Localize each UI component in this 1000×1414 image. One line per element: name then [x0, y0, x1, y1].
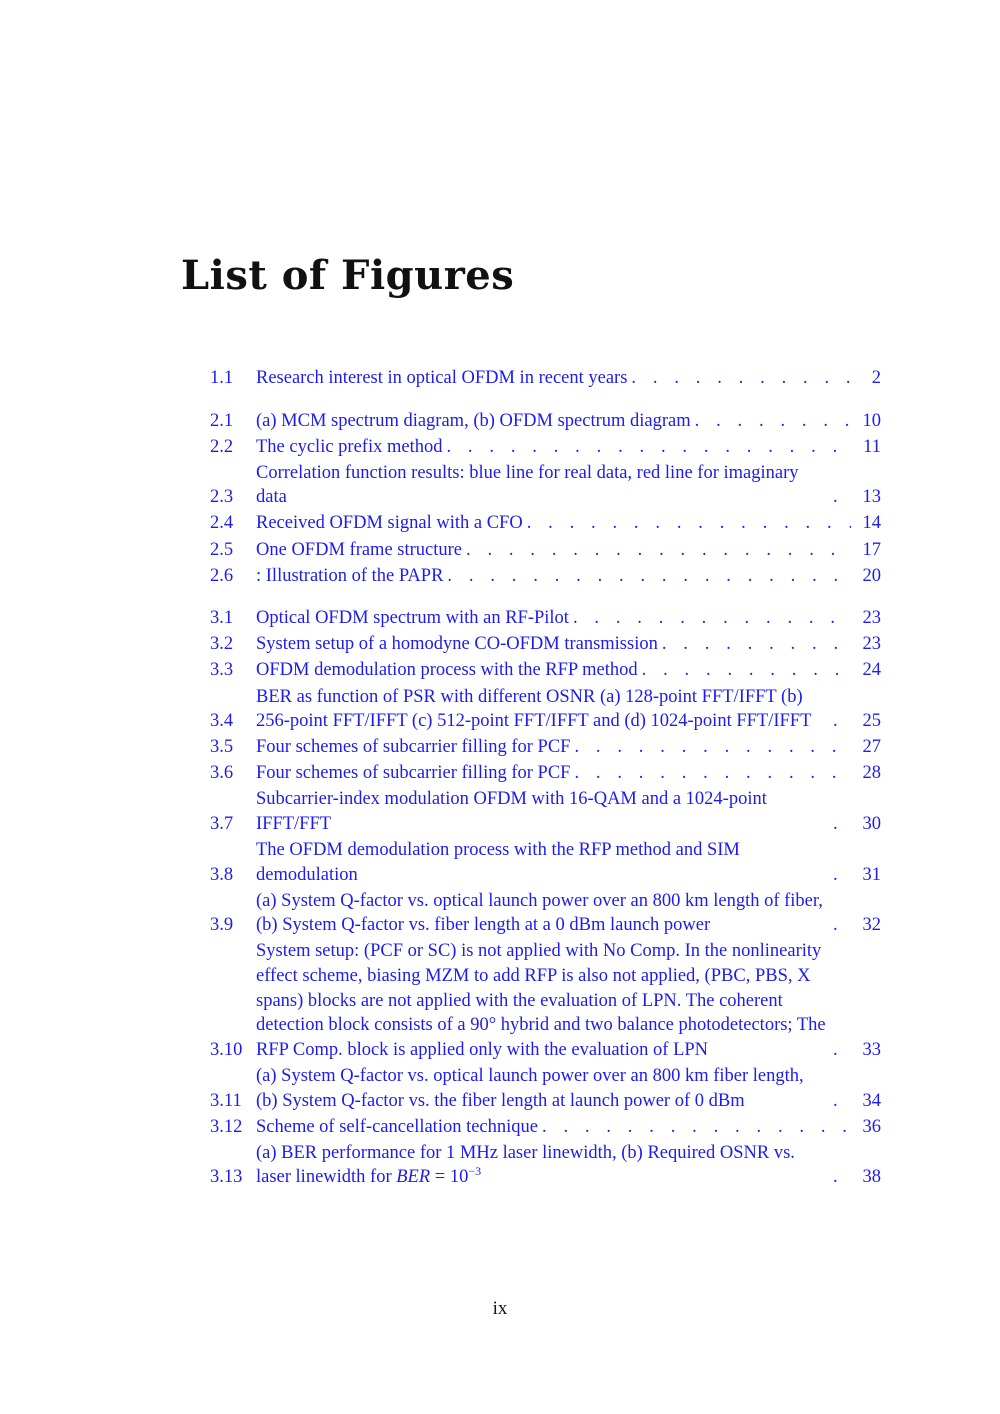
leader-dots	[642, 658, 851, 683]
figure-number: 3.3	[210, 660, 234, 681]
page-number: 36	[862, 1116, 881, 1137]
math-equals: = 10	[430, 1167, 469, 1188]
page-number: 38	[862, 1167, 881, 1188]
figure-number: 2.5	[210, 539, 234, 560]
math-ber: BER	[396, 1167, 431, 1188]
leader-dots	[833, 863, 851, 888]
figure-entry-3-5[interactable]	[210, 735, 881, 760]
figure-number: 3.5	[210, 737, 234, 758]
figure-entry-3-6[interactable]	[210, 761, 881, 786]
leader-dots	[833, 913, 851, 938]
figure-number: 1.1	[210, 368, 234, 388]
figure-number: 3.4	[210, 711, 234, 732]
figure-number: 3.9	[210, 915, 234, 936]
leader-dots	[527, 511, 851, 536]
page-title: List of Figures	[181, 252, 515, 299]
leader-dots	[574, 761, 851, 786]
page-number: 30	[862, 814, 881, 834]
page-number: 20	[862, 565, 881, 586]
page-number: 33	[862, 1039, 881, 1060]
leader-dots	[662, 632, 851, 657]
figure-entry-2-3[interactable]	[210, 461, 881, 510]
page-number: 31	[862, 864, 881, 885]
figure-title: (a) MCM spectrum diagram, (b) OFDM spectrum diagram	[256, 410, 691, 431]
figure-title: OFDM demodulation process with the RFP method	[256, 660, 638, 681]
figure-title: Scheme of self-cancellation technique	[256, 1116, 538, 1137]
figure-entry-3-1[interactable]	[210, 606, 881, 631]
figure-title: One OFDM frame structure	[256, 539, 463, 560]
figure-title: : Illustration of the PAPR	[256, 565, 444, 586]
figure-entry-3-8[interactable]	[210, 838, 881, 887]
leader-dots	[833, 1165, 851, 1190]
figure-number: 2.4	[210, 513, 234, 534]
page-number: 23	[862, 634, 881, 655]
figure-title: System setup of a homodyne CO-OFDM transmission	[256, 634, 658, 655]
page-number: 10	[862, 410, 881, 431]
figure-number: 3.2	[210, 634, 234, 655]
figure-entry-3-13[interactable]	[210, 1141, 881, 1190]
figure-title: (a) System Q-factor vs. optical launch power over an 800 km length of fiber, (b) System Q-factor vs. fiber length at a 0 dBm launch power	[256, 890, 823, 936]
leader-dots	[573, 606, 851, 631]
figure-number: 3.1	[210, 608, 234, 629]
figure-title: Subcarrier-index modulation OFDM with 16-QAM and a 1024-point IFFT/FFT	[256, 789, 767, 834]
page-number: 24	[862, 660, 881, 681]
chapter-2-group	[210, 409, 881, 589]
figure-title-text: (a) BER performance for 1 MHz laser linewidth, (b) Required OSNR vs. laser linewidth for	[256, 1142, 795, 1188]
leader-dots	[447, 564, 851, 589]
figure-number: 3.13	[210, 1167, 243, 1188]
figure-title: System setup: (PCF or SC) is not applied with No Comp. In the nonlinearity effect scheme, biasing MZM to add RFP is also not applied, (PBC, PBS, X spans) blocks are not applied with the evaluation of LPN. The coherent detection block consists of a 90° hybrid and two balance photodetectors; The RFP Comp. block is applied only with the evaluation of LPN	[256, 941, 826, 1060]
figure-title	[256, 1141, 829, 1190]
leader-dots	[542, 1115, 851, 1140]
figure-entry-3-11[interactable]	[210, 1064, 881, 1113]
figure-number: 2.3	[210, 487, 234, 508]
page-number: 23	[862, 608, 881, 629]
figure-number: 3.8	[210, 864, 234, 885]
leader-dots	[446, 435, 851, 460]
figure-entry-1-1[interactable]	[210, 366, 881, 391]
leader-dots	[574, 735, 851, 760]
chapter-3-group	[210, 606, 881, 1190]
figure-entry-3-9[interactable]	[210, 889, 881, 938]
figure-entry-2-6[interactable]	[210, 564, 881, 589]
figure-entry-2-2[interactable]	[210, 435, 881, 460]
figure-title: Correlation function results: blue line for real data, red line for imaginary data	[256, 462, 799, 508]
page-footer-number: ix	[492, 1298, 508, 1319]
page-number: 17	[862, 539, 881, 560]
figure-entry-3-10[interactable]	[210, 939, 881, 1062]
figure-entry-2-1[interactable]	[210, 409, 881, 434]
figure-title: The cyclic prefix method	[256, 436, 443, 457]
leader-dots	[695, 409, 851, 434]
figure-number: 3.7	[210, 814, 234, 834]
list-of-figures	[210, 366, 881, 1208]
figure-entry-3-2[interactable]	[210, 632, 881, 657]
figure-number: 3.12	[210, 1116, 243, 1137]
page-number: 2	[871, 368, 881, 388]
leader-dots	[833, 709, 851, 734]
figure-title: BER as function of PSR with different OSNR (a) 128-point FFT/IFFT (b) 256-point FFT/IFFT (c) 512-point FFT/IFFT and (d) 1024-point FFT/IFFT	[256, 686, 812, 732]
page-number: 25	[862, 711, 881, 732]
chapter-1-group	[210, 366, 881, 391]
leader-dots	[833, 1038, 851, 1063]
leader-dots	[833, 485, 851, 510]
leader-dots	[466, 538, 851, 563]
figure-number: 2.1	[210, 410, 234, 431]
figure-entry-2-5[interactable]	[210, 538, 881, 563]
page-number: 11	[863, 436, 881, 457]
page-number: 32	[862, 915, 881, 936]
figure-number: 3.6	[210, 763, 234, 784]
page-number: 13	[862, 487, 881, 508]
figure-entry-2-4[interactable]	[210, 511, 881, 536]
leader-dots	[833, 1089, 851, 1114]
figure-number: 3.10	[210, 1039, 243, 1060]
math-exponent: −3	[468, 1164, 482, 1179]
figure-number: 2.2	[210, 436, 234, 457]
figure-entry-3-12[interactable]	[210, 1115, 881, 1140]
figure-title: Optical OFDM spectrum with an RF-Pilot	[256, 608, 569, 629]
figure-title: The OFDM demodulation process with the RFP method and SIM demodulation	[256, 840, 740, 885]
leader-dots	[833, 812, 851, 837]
figure-number: 2.6	[210, 565, 234, 586]
page-number: 27	[862, 737, 881, 758]
page-number: 14	[862, 513, 881, 534]
figure-title: Four schemes of subcarrier filling for PCF	[256, 763, 571, 784]
figure-title: (a) System Q-factor vs. optical launch power over an 800 km fiber length, (b) System Q-factor vs. the fiber length at launch power of 0 dBm	[256, 1065, 804, 1111]
figure-title: Received OFDM signal with a CFO	[256, 513, 523, 534]
leader-dots	[631, 366, 851, 391]
figure-entry-3-4[interactable]	[210, 685, 881, 734]
figure-number: 3.11	[210, 1090, 242, 1111]
figure-entry-3-7[interactable]	[210, 787, 881, 836]
page-number: 34	[862, 1090, 881, 1111]
figure-entry-3-3[interactable]	[210, 658, 881, 683]
figure-title: Four schemes of subcarrier filling for PCF	[256, 737, 571, 758]
figure-title: Research interest in optical OFDM in recent years	[256, 368, 628, 388]
page-number: 28	[862, 763, 881, 784]
